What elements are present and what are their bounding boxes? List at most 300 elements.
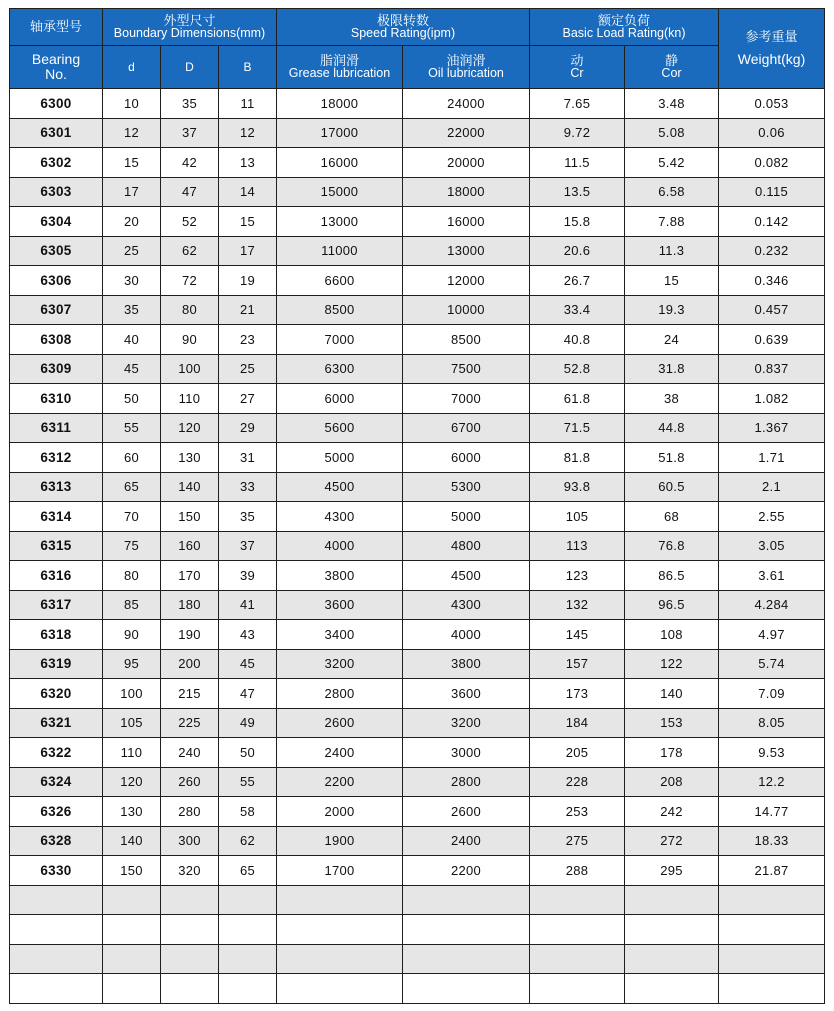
cell-cor: 295 bbox=[625, 856, 719, 886]
cell-bearing-no: 6305 bbox=[10, 236, 103, 266]
cell-cr: 81.8 bbox=[530, 443, 625, 473]
cell-bearing-no: 6317 bbox=[10, 590, 103, 620]
header-cr: 动 Cr bbox=[530, 46, 625, 89]
table-row bbox=[10, 325, 825, 355]
cell-cor: 5.42 bbox=[625, 148, 719, 178]
cell-cor: 60.5 bbox=[625, 472, 719, 502]
cell-bearing-no: 6303 bbox=[10, 177, 103, 207]
cell-weight: 8.05 bbox=[719, 708, 825, 738]
cell-cor: 19.3 bbox=[625, 295, 719, 325]
cell-bearing-no: 6313 bbox=[10, 472, 103, 502]
cell-cr: 11.5 bbox=[530, 148, 625, 178]
cell-d bbox=[103, 944, 161, 974]
cell-B: 31 bbox=[219, 443, 277, 473]
cell-oil-speed: 3800 bbox=[403, 649, 530, 679]
cell-d: 10 bbox=[103, 89, 161, 119]
cell-d: 130 bbox=[103, 797, 161, 827]
cell-oil-speed bbox=[403, 944, 530, 974]
header-boundary-dimensions: 外型尺寸 Boundary Dimensions(mm) bbox=[103, 9, 277, 46]
cell-weight: 1.71 bbox=[719, 443, 825, 473]
cell-bearing-no: 6308 bbox=[10, 325, 103, 355]
cell-d: 35 bbox=[103, 295, 161, 325]
cell-weight: 0.346 bbox=[719, 266, 825, 296]
cell-d: 110 bbox=[103, 738, 161, 768]
cell-cor: 272 bbox=[625, 826, 719, 856]
cell-D: 80 bbox=[161, 295, 219, 325]
cell-cor: 24 bbox=[625, 325, 719, 355]
cell-cor: 38 bbox=[625, 384, 719, 414]
cell-grease-speed: 7000 bbox=[277, 325, 403, 355]
cell-D: 100 bbox=[161, 354, 219, 384]
cell-bearing-no: 6307 bbox=[10, 295, 103, 325]
cell-cor: 7.88 bbox=[625, 207, 719, 237]
cell-cor: 51.8 bbox=[625, 443, 719, 473]
cell-B bbox=[219, 885, 277, 915]
cell-grease-speed: 4000 bbox=[277, 531, 403, 561]
table-row bbox=[10, 974, 825, 1004]
cell-B: 33 bbox=[219, 472, 277, 502]
cell-cr bbox=[530, 944, 625, 974]
cell-D: 190 bbox=[161, 620, 219, 650]
cell-grease-speed bbox=[277, 974, 403, 1004]
cell-d: 20 bbox=[103, 207, 161, 237]
cell-weight: 3.05 bbox=[719, 531, 825, 561]
cell-weight: 14.77 bbox=[719, 797, 825, 827]
header-grease: 脂润滑 Grease lubrication bbox=[277, 46, 403, 89]
cell-cor: 140 bbox=[625, 679, 719, 709]
cell-oil-speed: 2600 bbox=[403, 797, 530, 827]
cell-cr: 145 bbox=[530, 620, 625, 650]
cell-grease-speed: 1700 bbox=[277, 856, 403, 886]
cell-bearing-no: 6318 bbox=[10, 620, 103, 650]
cell-cor: 11.3 bbox=[625, 236, 719, 266]
cell-grease-speed: 2800 bbox=[277, 679, 403, 709]
cell-cor: 153 bbox=[625, 708, 719, 738]
cell-weight bbox=[719, 974, 825, 1004]
cell-D bbox=[161, 915, 219, 945]
table-row bbox=[10, 502, 825, 532]
cell-B: 41 bbox=[219, 590, 277, 620]
cell-B: 45 bbox=[219, 649, 277, 679]
cell-d: 45 bbox=[103, 354, 161, 384]
cell-D: 42 bbox=[161, 148, 219, 178]
cell-d: 70 bbox=[103, 502, 161, 532]
cell-cor: 3.48 bbox=[625, 89, 719, 119]
cell-grease-speed: 18000 bbox=[277, 89, 403, 119]
cell-bearing-no: 6321 bbox=[10, 708, 103, 738]
header-B: B bbox=[219, 46, 277, 89]
cell-bearing-no: 6316 bbox=[10, 561, 103, 591]
cell-d: 15 bbox=[103, 148, 161, 178]
table-row bbox=[10, 915, 825, 945]
cell-B bbox=[219, 974, 277, 1004]
table-row bbox=[10, 413, 825, 443]
cell-oil-speed: 18000 bbox=[403, 177, 530, 207]
cell-D: 110 bbox=[161, 384, 219, 414]
cell-B: 21 bbox=[219, 295, 277, 325]
cell-D: 35 bbox=[161, 89, 219, 119]
cell-weight: 4.284 bbox=[719, 590, 825, 620]
cell-oil-speed: 2400 bbox=[403, 826, 530, 856]
cell-bearing-no: 6315 bbox=[10, 531, 103, 561]
cell-weight: 21.87 bbox=[719, 856, 825, 886]
cell-weight: 7.09 bbox=[719, 679, 825, 709]
cell-grease-speed: 8500 bbox=[277, 295, 403, 325]
cell-oil-speed: 4300 bbox=[403, 590, 530, 620]
cell-B: 49 bbox=[219, 708, 277, 738]
cell-B: 23 bbox=[219, 325, 277, 355]
cell-grease-speed: 3400 bbox=[277, 620, 403, 650]
cell-cr: 33.4 bbox=[530, 295, 625, 325]
cell-d: 85 bbox=[103, 590, 161, 620]
cell-grease-speed: 3800 bbox=[277, 561, 403, 591]
cell-D bbox=[161, 885, 219, 915]
cell-weight: 3.61 bbox=[719, 561, 825, 591]
table-row bbox=[10, 472, 825, 502]
cell-weight: 18.33 bbox=[719, 826, 825, 856]
cell-weight: 1.082 bbox=[719, 384, 825, 414]
cell-weight: 0.082 bbox=[719, 148, 825, 178]
cell-B: 35 bbox=[219, 502, 277, 532]
cell-cor: 208 bbox=[625, 767, 719, 797]
cell-cor: 108 bbox=[625, 620, 719, 650]
cell-cr bbox=[530, 974, 625, 1004]
cell-grease-speed: 4500 bbox=[277, 472, 403, 502]
cropped-title-fragment bbox=[60, 0, 360, 4]
cell-oil-speed: 12000 bbox=[403, 266, 530, 296]
cell-D: 72 bbox=[161, 266, 219, 296]
table-row bbox=[10, 266, 825, 296]
cell-grease-speed: 2200 bbox=[277, 767, 403, 797]
cell-grease-speed bbox=[277, 915, 403, 945]
cell-weight: 0.232 bbox=[719, 236, 825, 266]
cell-cr: 173 bbox=[530, 679, 625, 709]
cell-cr: 71.5 bbox=[530, 413, 625, 443]
table-row bbox=[10, 708, 825, 738]
cell-D: 280 bbox=[161, 797, 219, 827]
cell-oil-speed: 5300 bbox=[403, 472, 530, 502]
cell-d: 40 bbox=[103, 325, 161, 355]
table-row bbox=[10, 649, 825, 679]
header-speed-rating: 极限转数 Speed Rating(ipm) bbox=[277, 9, 530, 46]
cell-oil-speed: 16000 bbox=[403, 207, 530, 237]
cell-B: 43 bbox=[219, 620, 277, 650]
table-row bbox=[10, 856, 825, 886]
header-D: D bbox=[161, 46, 219, 89]
cell-D: 62 bbox=[161, 236, 219, 266]
cell-oil-speed: 7000 bbox=[403, 384, 530, 414]
cell-cor: 6.58 bbox=[625, 177, 719, 207]
cell-grease-speed: 4300 bbox=[277, 502, 403, 532]
cell-B: 19 bbox=[219, 266, 277, 296]
cell-cr: 40.8 bbox=[530, 325, 625, 355]
cell-oil-speed: 3600 bbox=[403, 679, 530, 709]
table-row bbox=[10, 531, 825, 561]
cell-weight: 2.1 bbox=[719, 472, 825, 502]
table-row bbox=[10, 944, 825, 974]
cell-oil-speed: 6000 bbox=[403, 443, 530, 473]
cell-cr: 52.8 bbox=[530, 354, 625, 384]
cell-d: 120 bbox=[103, 767, 161, 797]
cell-grease-speed bbox=[277, 944, 403, 974]
cell-bearing-no: 6322 bbox=[10, 738, 103, 768]
cell-grease-speed: 1900 bbox=[277, 826, 403, 856]
cell-weight: 0.142 bbox=[719, 207, 825, 237]
cell-D: 52 bbox=[161, 207, 219, 237]
cell-d: 75 bbox=[103, 531, 161, 561]
bearing-spec-table bbox=[9, 8, 825, 1004]
cell-D: 120 bbox=[161, 413, 219, 443]
cell-B bbox=[219, 944, 277, 974]
header-cor: 静 Cor bbox=[625, 46, 719, 89]
table-row bbox=[10, 207, 825, 237]
cell-bearing-no: 6328 bbox=[10, 826, 103, 856]
cell-cor bbox=[625, 915, 719, 945]
cell-weight: 0.837 bbox=[719, 354, 825, 384]
cell-cr: 13.5 bbox=[530, 177, 625, 207]
cell-bearing-no: 6311 bbox=[10, 413, 103, 443]
cell-oil-speed: 13000 bbox=[403, 236, 530, 266]
cell-D bbox=[161, 974, 219, 1004]
cell-B bbox=[219, 915, 277, 945]
cell-oil-speed bbox=[403, 915, 530, 945]
cell-cor: 96.5 bbox=[625, 590, 719, 620]
cell-cr: 288 bbox=[530, 856, 625, 886]
table-row bbox=[10, 177, 825, 207]
cell-grease-speed: 6300 bbox=[277, 354, 403, 384]
cell-oil-speed: 3200 bbox=[403, 708, 530, 738]
cell-bearing-no: 6314 bbox=[10, 502, 103, 532]
cell-B: 17 bbox=[219, 236, 277, 266]
cell-oil-speed: 5000 bbox=[403, 502, 530, 532]
cell-d: 95 bbox=[103, 649, 161, 679]
header-d: d bbox=[103, 46, 161, 89]
cell-bearing-no: 6310 bbox=[10, 384, 103, 414]
cell-D: 90 bbox=[161, 325, 219, 355]
cell-grease-speed: 13000 bbox=[277, 207, 403, 237]
cell-grease-speed: 5000 bbox=[277, 443, 403, 473]
cell-oil-speed bbox=[403, 974, 530, 1004]
cell-weight: 5.74 bbox=[719, 649, 825, 679]
table-row bbox=[10, 89, 825, 119]
header-oil: 油润滑 Oil lubrication bbox=[403, 46, 530, 89]
cell-bearing-no bbox=[10, 915, 103, 945]
cell-B: 29 bbox=[219, 413, 277, 443]
cell-B: 13 bbox=[219, 148, 277, 178]
cell-bearing-no: 6320 bbox=[10, 679, 103, 709]
cell-weight: 4.97 bbox=[719, 620, 825, 650]
cell-cr: 157 bbox=[530, 649, 625, 679]
cell-B: 12 bbox=[219, 118, 277, 148]
cell-cor: 178 bbox=[625, 738, 719, 768]
cell-D: 160 bbox=[161, 531, 219, 561]
cell-B: 39 bbox=[219, 561, 277, 591]
cell-weight bbox=[719, 915, 825, 945]
cell-cor: 86.5 bbox=[625, 561, 719, 591]
cell-oil-speed bbox=[403, 885, 530, 915]
table-row bbox=[10, 354, 825, 384]
table-row bbox=[10, 620, 825, 650]
cell-weight: 1.367 bbox=[719, 413, 825, 443]
cell-cr: 113 bbox=[530, 531, 625, 561]
cell-d: 150 bbox=[103, 856, 161, 886]
cell-D: 240 bbox=[161, 738, 219, 768]
cell-weight: 0.115 bbox=[719, 177, 825, 207]
cell-cr: 20.6 bbox=[530, 236, 625, 266]
cell-cor: 242 bbox=[625, 797, 719, 827]
cell-grease-speed: 3200 bbox=[277, 649, 403, 679]
cell-cr: 9.72 bbox=[530, 118, 625, 148]
cell-cor bbox=[625, 944, 719, 974]
cell-weight: 0.053 bbox=[719, 89, 825, 119]
cell-oil-speed: 7500 bbox=[403, 354, 530, 384]
cell-bearing-no bbox=[10, 885, 103, 915]
cell-grease-speed: 15000 bbox=[277, 177, 403, 207]
cell-cr: 228 bbox=[530, 767, 625, 797]
cell-D: 320 bbox=[161, 856, 219, 886]
cell-B: 58 bbox=[219, 797, 277, 827]
table-row bbox=[10, 561, 825, 591]
cell-d: 100 bbox=[103, 679, 161, 709]
cell-B: 55 bbox=[219, 767, 277, 797]
table-row bbox=[10, 767, 825, 797]
cell-cr: 123 bbox=[530, 561, 625, 591]
cell-d: 50 bbox=[103, 384, 161, 414]
cell-grease-speed: 16000 bbox=[277, 148, 403, 178]
cell-grease-speed: 3600 bbox=[277, 590, 403, 620]
cell-cr bbox=[530, 915, 625, 945]
cell-D bbox=[161, 944, 219, 974]
cell-D: 130 bbox=[161, 443, 219, 473]
cell-cr: 253 bbox=[530, 797, 625, 827]
cell-cr: 105 bbox=[530, 502, 625, 532]
cell-cr: 61.8 bbox=[530, 384, 625, 414]
table-row bbox=[10, 885, 825, 915]
cell-D: 200 bbox=[161, 649, 219, 679]
table-row bbox=[10, 590, 825, 620]
cell-bearing-no: 6309 bbox=[10, 354, 103, 384]
cell-D: 260 bbox=[161, 767, 219, 797]
cell-cr: 132 bbox=[530, 590, 625, 620]
cell-oil-speed: 4800 bbox=[403, 531, 530, 561]
cell-bearing-no: 6301 bbox=[10, 118, 103, 148]
table-row bbox=[10, 443, 825, 473]
cell-oil-speed: 8500 bbox=[403, 325, 530, 355]
cell-bearing-no: 6302 bbox=[10, 148, 103, 178]
cell-grease-speed: 2600 bbox=[277, 708, 403, 738]
cell-cr: 15.8 bbox=[530, 207, 625, 237]
cell-oil-speed: 4500 bbox=[403, 561, 530, 591]
cell-d bbox=[103, 885, 161, 915]
cell-B: 15 bbox=[219, 207, 277, 237]
cell-weight: 0.639 bbox=[719, 325, 825, 355]
table-body bbox=[10, 89, 825, 1004]
cell-D: 215 bbox=[161, 679, 219, 709]
cell-cor: 15 bbox=[625, 266, 719, 296]
cell-d bbox=[103, 974, 161, 1004]
cell-cr: 275 bbox=[530, 826, 625, 856]
cell-d: 65 bbox=[103, 472, 161, 502]
table-header bbox=[10, 9, 825, 89]
table-row bbox=[10, 148, 825, 178]
cell-D: 300 bbox=[161, 826, 219, 856]
table-row bbox=[10, 826, 825, 856]
cell-grease-speed: 11000 bbox=[277, 236, 403, 266]
cell-d: 60 bbox=[103, 443, 161, 473]
table-row bbox=[10, 236, 825, 266]
cell-bearing-no bbox=[10, 974, 103, 1004]
cell-cor: 68 bbox=[625, 502, 719, 532]
cell-D: 140 bbox=[161, 472, 219, 502]
cell-d: 25 bbox=[103, 236, 161, 266]
cell-cr: 205 bbox=[530, 738, 625, 768]
cell-B: 37 bbox=[219, 531, 277, 561]
cell-B: 62 bbox=[219, 826, 277, 856]
cell-B: 50 bbox=[219, 738, 277, 768]
cell-grease-speed: 2400 bbox=[277, 738, 403, 768]
cell-oil-speed: 24000 bbox=[403, 89, 530, 119]
cell-d: 55 bbox=[103, 413, 161, 443]
cell-d: 90 bbox=[103, 620, 161, 650]
cell-B: 11 bbox=[219, 89, 277, 119]
cell-B: 27 bbox=[219, 384, 277, 414]
table-row bbox=[10, 295, 825, 325]
table-row bbox=[10, 384, 825, 414]
cell-cr: 93.8 bbox=[530, 472, 625, 502]
cell-oil-speed: 3000 bbox=[403, 738, 530, 768]
cell-grease-speed bbox=[277, 885, 403, 915]
cell-cr bbox=[530, 885, 625, 915]
cell-bearing-no: 6326 bbox=[10, 797, 103, 827]
cell-oil-speed: 6700 bbox=[403, 413, 530, 443]
cell-oil-speed: 20000 bbox=[403, 148, 530, 178]
cell-oil-speed: 10000 bbox=[403, 295, 530, 325]
table-row bbox=[10, 118, 825, 148]
header-basic-load-rating: 额定负荷 Basic Load Rating(kn) bbox=[530, 9, 719, 46]
cell-cor: 122 bbox=[625, 649, 719, 679]
cell-D: 150 bbox=[161, 502, 219, 532]
cell-weight: 2.55 bbox=[719, 502, 825, 532]
header-weight: 参考重量 Weight(kg) bbox=[719, 9, 825, 89]
cell-weight bbox=[719, 885, 825, 915]
cell-cor bbox=[625, 885, 719, 915]
cell-d: 17 bbox=[103, 177, 161, 207]
cell-d: 140 bbox=[103, 826, 161, 856]
cell-bearing-no: 6300 bbox=[10, 89, 103, 119]
cell-bearing-no: 6304 bbox=[10, 207, 103, 237]
cell-oil-speed: 2200 bbox=[403, 856, 530, 886]
cell-d: 80 bbox=[103, 561, 161, 591]
cell-D: 180 bbox=[161, 590, 219, 620]
cell-B: 65 bbox=[219, 856, 277, 886]
cell-bearing-no: 6330 bbox=[10, 856, 103, 886]
cell-d bbox=[103, 915, 161, 945]
cell-B: 25 bbox=[219, 354, 277, 384]
cell-cor: 5.08 bbox=[625, 118, 719, 148]
cell-D: 37 bbox=[161, 118, 219, 148]
cell-weight bbox=[719, 944, 825, 974]
cell-weight: 9.53 bbox=[719, 738, 825, 768]
cell-grease-speed: 6000 bbox=[277, 384, 403, 414]
cell-D: 47 bbox=[161, 177, 219, 207]
cell-bearing-no: 6319 bbox=[10, 649, 103, 679]
cell-B: 14 bbox=[219, 177, 277, 207]
cell-cr: 26.7 bbox=[530, 266, 625, 296]
cell-B: 47 bbox=[219, 679, 277, 709]
cell-grease-speed: 2000 bbox=[277, 797, 403, 827]
table-row bbox=[10, 738, 825, 768]
cell-bearing-no: 6306 bbox=[10, 266, 103, 296]
